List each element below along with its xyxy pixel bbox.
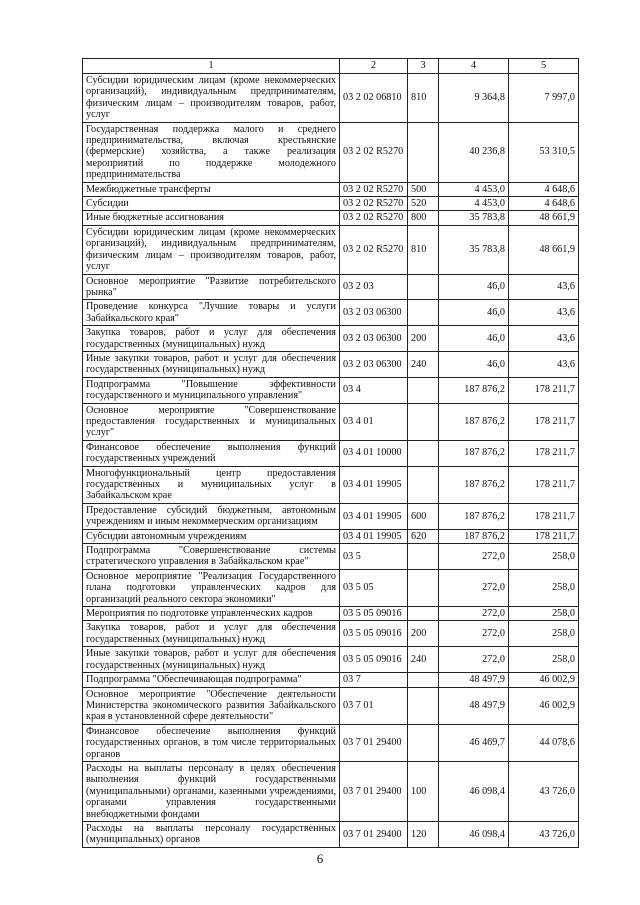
row-value-year1-cell: 272,0 [439,569,509,606]
row-name-cell: Основное мероприятие "Реализация Государственного плана подготовки управленческих кадров для организаций реального сектора экономики" [83,569,340,606]
row-value-year1-cell: 35 783,8 [439,225,509,274]
row-code-cell: 03 7 01 29400 [340,761,408,821]
row-value-year2-cell: 178 211,7 [509,440,579,466]
row-value-year2-cell: 53 310,5 [509,122,579,182]
row-code-cell: 03 7 01 29400 [340,821,408,847]
row-name-cell: Иные закупки товаров, работ и услуг для обеспечения государственных (муниципальных) нужд [83,351,340,377]
row-value-year1-cell: 4 453,0 [439,197,509,211]
row-name-cell: Подпрограмма "Обеспечивающая подпрограмма" [83,673,340,687]
row-value-year2-cell: 178 211,7 [509,503,579,529]
row-name-cell: Субсидии автономным учреждениям [83,529,340,543]
row-value-year2-cell: 258,0 [509,621,579,647]
table-row [83,326,579,352]
row-code-cell: 03 2 02 R5270 [340,225,408,274]
row-value-year2-cell: 43 726,0 [509,761,579,821]
row-value-year1-cell: 46,0 [439,300,509,326]
row-value-year1-cell: 272,0 [439,621,509,647]
row-expense-type-cell: 240 [408,351,439,377]
row-expense-type-cell [408,724,439,761]
table-row [83,274,579,300]
table-row [83,529,579,543]
row-expense-type-cell: 600 [408,503,439,529]
row-code-cell: 03 5 05 [340,569,408,606]
row-name-cell: Основное мероприятие "Развитие потребительского рынка" [83,274,340,300]
row-code-cell: 03 2 02 R5270 [340,182,408,196]
row-name-cell: Расходы на выплаты персоналу в целях обеспечения выполнения функций государственными (муниципальными) органами, казенными учреждениями, органами управления государственными внебюджетными фондами [83,761,340,821]
table-row [83,182,579,196]
row-expense-type-cell [408,607,439,621]
row-name-cell: Подпрограмма "Совершенствование системы стратегического управления в Забайкальском крае" [83,544,340,570]
row-expense-type-cell: 800 [408,211,439,225]
row-expense-type-cell: 500 [408,182,439,196]
row-expense-type-cell: 200 [408,621,439,647]
column-header: 5 [509,59,579,74]
row-name-cell: Иные закупки товаров, работ и услуг для обеспечения государственных (муниципальных) нужд [83,647,340,673]
row-expense-type-cell [408,466,439,503]
row-code-cell: 03 5 05 09016 [340,621,408,647]
row-value-year2-cell: 258,0 [509,647,579,673]
table-row [83,225,579,274]
row-value-year2-cell: 178 211,7 [509,529,579,543]
row-code-cell: 03 4 01 10000 [340,440,408,466]
row-name-cell: Финансовое обеспечение выполнения функций государственных учреждений [83,440,340,466]
row-expense-type-cell [408,300,439,326]
row-value-year2-cell: 258,0 [509,569,579,606]
table-row [83,621,579,647]
row-name-cell: Основное мероприятие "Обеспечение деятельности Министерства экономического развития Забайкальского края в установленной сфере деятельности" [83,687,340,724]
row-code-cell: 03 7 01 29400 [340,724,408,761]
table-row [83,300,579,326]
row-code-cell: 03 4 01 19905 [340,529,408,543]
row-expense-type-cell: 200 [408,326,439,352]
row-expense-type-cell [408,377,439,403]
row-value-year1-cell: 46,0 [439,351,509,377]
page-number: 6 [316,851,324,866]
row-expense-type-cell: 120 [408,821,439,847]
table-row [83,544,579,570]
row-value-year1-cell: 9 364,8 [439,74,509,123]
row-code-cell: 03 5 [340,544,408,570]
row-name-cell: Финансовое обеспечение выполнения функций государственных органов, в том числе территориальных органов [83,724,340,761]
row-name-cell: Закупка товаров, работ и услуг для обеспечения государственных (муниципальных) нужд [83,621,340,647]
row-code-cell: 03 2 03 06300 [340,326,408,352]
row-name-cell: Государственная поддержка малого и среднего предпринимательства, включая крестьянские (фермерские) хозяйства, а также реализация мероприятий по поддержке молодежного предпринимательства [83,122,340,182]
row-value-year1-cell: 187 876,2 [439,503,509,529]
row-value-year2-cell: 258,0 [509,607,579,621]
row-value-year1-cell: 46,0 [439,274,509,300]
table-row [83,821,579,847]
column-header: 2 [340,59,408,74]
row-code-cell: 03 2 02 R5270 [340,197,408,211]
row-value-year2-cell: 43,6 [509,300,579,326]
row-code-cell: 03 2 03 06300 [340,351,408,377]
row-value-year1-cell: 272,0 [439,607,509,621]
row-code-cell: 03 7 [340,673,408,687]
table-row [83,122,579,182]
row-value-year2-cell: 46 002,9 [509,673,579,687]
row-value-year1-cell: 187 876,2 [439,529,509,543]
row-expense-type-cell [408,687,439,724]
row-code-cell: 03 5 05 09016 [340,607,408,621]
row-value-year2-cell: 4 648,6 [509,182,579,196]
row-code-cell: 03 2 02 06810 [340,74,408,123]
row-value-year1-cell: 187 876,2 [439,440,509,466]
row-value-year2-cell: 46 002,9 [509,687,579,724]
row-value-year1-cell: 187 876,2 [439,403,509,440]
row-value-year2-cell: 178 211,7 [509,403,579,440]
table-row [83,761,579,821]
row-name-cell: Субсидии юридическим лицам (кроме некоммерческих организаций), индивидуальным предпринимателям, физическим лицам – производителям товаров, работ, услуг [83,225,340,274]
row-value-year2-cell: 43,6 [509,351,579,377]
table-row [83,503,579,529]
column-header: 4 [439,59,509,74]
row-expense-type-cell [408,403,439,440]
table-row [83,673,579,687]
row-value-year1-cell: 46 098,4 [439,761,509,821]
row-name-cell: Расходы на выплаты персоналу государственных (муниципальных) органов [83,821,340,847]
row-expense-type-cell: 810 [408,225,439,274]
table-row [83,351,579,377]
row-name-cell: Многофункциональный центр предоставления государственных и муниципальных услуг в Забайкальском крае [83,466,340,503]
table-row [83,211,579,225]
row-value-year2-cell: 7 997,0 [509,74,579,123]
row-name-cell: Закупка товаров, работ и услуг для обеспечения государственных (муниципальных) нужд [83,326,340,352]
row-name-cell: Субсидии [83,197,340,211]
row-value-year1-cell: 46 469,7 [439,724,509,761]
row-expense-type-cell [408,274,439,300]
row-expense-type-cell [408,569,439,606]
row-value-year1-cell: 35 783,8 [439,211,509,225]
row-name-cell: Предоставление субсидий бюджетным, автономным учреждениям и иным некоммерческим организациям [83,503,340,529]
row-value-year2-cell: 48 661,9 [509,225,579,274]
row-name-cell: Иные бюджетные ассигнования [83,211,340,225]
table-row [83,197,579,211]
row-value-year2-cell: 178 211,7 [509,466,579,503]
table-row [83,607,579,621]
table-row [83,403,579,440]
row-code-cell: 03 2 02 R5270 [340,122,408,182]
row-value-year2-cell: 43,6 [509,274,579,300]
row-name-cell: Межбюджетные трансферты [83,182,340,196]
table-row [83,440,579,466]
row-value-year2-cell: 44 078,6 [509,724,579,761]
table-row [83,647,579,673]
row-value-year1-cell: 46,0 [439,326,509,352]
table-row [83,569,579,606]
row-value-year2-cell: 43,6 [509,326,579,352]
row-name-cell: Субсидии юридическим лицам (кроме некоммерческих организаций), индивидуальным предпринимателям, физическим лицам – производителям товаров, работ, услуг [83,74,340,123]
row-expense-type-cell [408,440,439,466]
row-expense-type-cell: 100 [408,761,439,821]
row-name-cell: Проведение конкурса "Лучшие товары и услуги Забайкальского края" [83,300,340,326]
row-expense-type-cell: 520 [408,197,439,211]
row-value-year1-cell: 48 497,9 [439,687,509,724]
row-code-cell: 03 7 01 [340,687,408,724]
row-code-cell: 03 4 01 19905 [340,466,408,503]
table-row [83,377,579,403]
column-header: 3 [408,59,439,74]
row-expense-type-cell [408,122,439,182]
row-code-cell: 03 4 [340,377,408,403]
table-row [83,74,579,123]
row-name-cell: Основное мероприятие "Совершенствование предоставления государственных и муниципальных услуг" [83,403,340,440]
row-value-year2-cell: 48 661,9 [509,211,579,225]
row-code-cell: 03 5 05 09016 [340,647,408,673]
row-value-year2-cell: 178 211,7 [509,377,579,403]
row-value-year2-cell: 4 648,6 [509,197,579,211]
table-row [83,466,579,503]
row-code-cell: 03 4 01 19905 [340,503,408,529]
row-code-cell: 03 2 02 R5270 [340,211,408,225]
row-name-cell: Мероприятия по подготовке управленческих кадров [83,607,340,621]
row-value-year1-cell: 46 098,4 [439,821,509,847]
row-code-cell: 03 2 03 [340,274,408,300]
header-row [83,59,579,74]
row-expense-type-cell [408,544,439,570]
row-value-year1-cell: 4 453,0 [439,182,509,196]
row-value-year1-cell: 48 497,9 [439,673,509,687]
table-row [83,724,579,761]
budget-table-body [83,59,579,848]
column-header: 1 [83,59,340,74]
table-row [83,687,579,724]
row-value-year1-cell: 40 236,8 [439,122,509,182]
row-value-year2-cell: 43 726,0 [509,821,579,847]
row-expense-type-cell: 810 [408,74,439,123]
row-value-year2-cell: 258,0 [509,544,579,570]
row-expense-type-cell: 240 [408,647,439,673]
row-value-year1-cell: 272,0 [439,544,509,570]
row-code-cell: 03 4 01 [340,403,408,440]
row-code-cell: 03 2 03 06300 [340,300,408,326]
row-name-cell: Подпрограмма "Повышение эффективности государственного и муниципального управления" [83,377,340,403]
row-value-year1-cell: 187 876,2 [439,466,509,503]
row-expense-type-cell [408,673,439,687]
row-value-year1-cell: 187 876,2 [439,377,509,403]
budget-table [82,58,579,848]
row-expense-type-cell: 620 [408,529,439,543]
row-value-year1-cell: 272,0 [439,647,509,673]
